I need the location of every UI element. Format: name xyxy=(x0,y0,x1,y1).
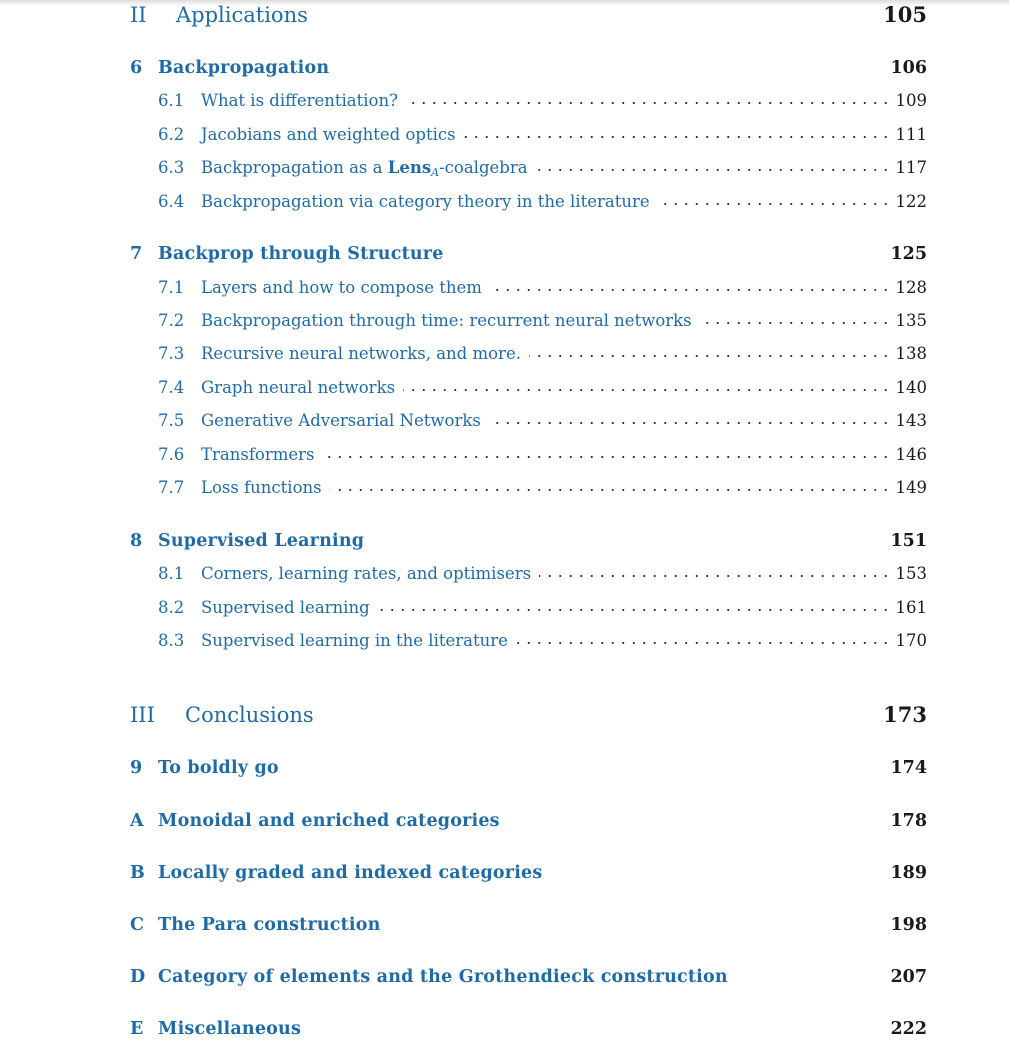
dot-leader xyxy=(700,316,891,330)
dot-leader xyxy=(406,96,891,110)
toc-section-7-3[interactable] xyxy=(0,340,1009,368)
section-number: 7.6 xyxy=(158,445,185,464)
section-number: 7.7 xyxy=(158,478,185,497)
section-title[interactable]: Supervised learning xyxy=(201,598,370,617)
section-number: 6.3 xyxy=(158,158,185,177)
section-title[interactable]: What is differentiation? xyxy=(201,91,398,110)
chapter-number: C xyxy=(130,915,145,935)
section-number: 8.1 xyxy=(158,564,185,583)
dot-leader xyxy=(490,283,891,297)
section-title[interactable]: Backpropagation through time: recurrent neural networks xyxy=(201,311,692,330)
toc-section-8-1[interactable] xyxy=(0,560,1009,588)
dot-leader xyxy=(464,130,891,144)
page-number: 153 xyxy=(895,564,927,583)
section-title-subscript: A xyxy=(431,166,440,179)
chapter-title[interactable]: Backpropagation xyxy=(158,58,330,78)
part-number: II xyxy=(130,3,147,27)
dot-leader xyxy=(323,450,891,464)
toc-section-7-2[interactable] xyxy=(0,307,1009,335)
chapter-number: 9 xyxy=(130,758,143,778)
section-title[interactable]: Supervised learning in the literature xyxy=(201,631,508,650)
chapter-title[interactable]: Miscellaneous xyxy=(158,1019,302,1039)
chapter-title[interactable]: Locally graded and indexed categories xyxy=(158,863,543,883)
chapter-title[interactable]: Supervised Learning xyxy=(158,531,365,551)
page-number: 117 xyxy=(895,158,927,177)
part-title[interactable]: Applications xyxy=(176,3,308,27)
section-title-prefix: Backpropagation as a xyxy=(201,158,388,177)
section-title[interactable] xyxy=(201,154,528,187)
part-number: III xyxy=(130,703,155,727)
toc-section-7-6[interactable] xyxy=(0,441,1009,469)
toc-section-7-5[interactable] xyxy=(0,407,1009,435)
toc-appendix-b[interactable] xyxy=(0,859,1009,887)
dot-leader xyxy=(378,603,891,617)
chapter-title[interactable]: The Para construction xyxy=(158,915,381,935)
page-number: 161 xyxy=(895,598,927,617)
dot-leader xyxy=(489,416,891,430)
chapter-title[interactable]: Monoidal and enriched categories xyxy=(158,811,500,831)
toc-appendix-d[interactable] xyxy=(0,963,1009,991)
chapter-title[interactable]: Backprop through Structure xyxy=(158,244,444,264)
page-number: 207 xyxy=(890,967,927,987)
section-number: 8.2 xyxy=(158,598,185,617)
page-number: 122 xyxy=(895,192,927,211)
toc-section-6-3[interactable] xyxy=(0,154,1009,182)
page-number: 135 xyxy=(895,311,927,330)
toc-chapter-8[interactable] xyxy=(0,527,1009,555)
section-title[interactable]: Jacobians and weighted optics xyxy=(201,125,456,144)
page-number: 143 xyxy=(895,411,927,430)
toc-section-6-4[interactable] xyxy=(0,188,1009,216)
page-number: 170 xyxy=(895,631,927,650)
toc-appendix-c[interactable] xyxy=(0,911,1009,939)
section-title-lens: Lens xyxy=(387,158,432,177)
page-number: 105 xyxy=(883,2,927,27)
dot-leader xyxy=(529,349,891,363)
page-number: 128 xyxy=(895,278,927,297)
chapter-number: D xyxy=(130,967,146,987)
section-title[interactable]: Transformers xyxy=(201,445,315,464)
page-number: 146 xyxy=(895,445,927,464)
page-number: 173 xyxy=(883,702,927,727)
page-number: 178 xyxy=(890,811,927,831)
section-number: 7.4 xyxy=(158,378,185,397)
chapter-title[interactable]: Category of elements and the Grothendieck construction xyxy=(158,967,728,987)
section-title[interactable]: Generative Adversarial Networks xyxy=(201,411,481,430)
page-number: 125 xyxy=(890,244,927,264)
section-title[interactable]: Recursive neural networks, and more. xyxy=(201,344,521,363)
section-number: 7.2 xyxy=(158,311,185,330)
section-number: 7.3 xyxy=(158,344,185,363)
dot-leader xyxy=(403,383,891,397)
toc-chapter-9[interactable] xyxy=(0,754,1009,782)
part-title[interactable]: Conclusions xyxy=(185,703,314,727)
page-number: 151 xyxy=(890,531,927,551)
section-number: 6.2 xyxy=(158,125,185,144)
chapter-number: 7 xyxy=(130,244,143,264)
chapter-number: E xyxy=(130,1019,144,1039)
page-number: 138 xyxy=(895,344,927,363)
section-title[interactable]: Loss functions xyxy=(201,478,322,497)
dot-leader xyxy=(658,197,891,211)
page-number: 109 xyxy=(895,91,927,110)
page-number: 198 xyxy=(890,915,927,935)
section-title-suffix: -coalgebra xyxy=(439,158,528,177)
toc-appendix-e[interactable] xyxy=(0,1015,1009,1043)
section-number: 6.4 xyxy=(158,192,185,211)
toc-section-6-2[interactable] xyxy=(0,121,1009,149)
section-title[interactable]: Graph neural networks xyxy=(201,378,396,397)
chapter-number: A xyxy=(130,811,144,831)
section-number: 7.5 xyxy=(158,411,185,430)
toc-section-8-3[interactable] xyxy=(0,627,1009,655)
toc-section-7-4[interactable] xyxy=(0,374,1009,402)
page-number: 149 xyxy=(895,478,927,497)
section-title[interactable]: Layers and how to compose them xyxy=(201,278,482,297)
page-number: 189 xyxy=(890,863,927,883)
chapter-number: 6 xyxy=(130,58,143,78)
dot-leader xyxy=(516,636,891,650)
section-number: 6.1 xyxy=(158,91,185,110)
page-number: 111 xyxy=(895,125,927,144)
toc-section-7-1[interactable] xyxy=(0,274,1009,302)
toc-part-ii[interactable] xyxy=(0,1,1009,29)
section-title[interactable]: Backpropagation via category theory in the literature xyxy=(201,192,650,211)
page-number: 106 xyxy=(890,58,927,78)
page-number: 222 xyxy=(890,1019,927,1039)
chapter-number: B xyxy=(130,863,145,883)
dot-leader xyxy=(330,483,891,497)
section-number: 8.3 xyxy=(158,631,185,650)
dot-leader xyxy=(536,163,891,177)
chapter-number: 8 xyxy=(130,531,143,551)
toc-part-iii[interactable] xyxy=(0,701,1009,729)
dot-leader xyxy=(539,569,891,583)
toc-section-7-7[interactable] xyxy=(0,474,1009,502)
page-number: 140 xyxy=(895,378,927,397)
section-number: 7.1 xyxy=(158,278,185,297)
toc-section-8-2[interactable] xyxy=(0,594,1009,622)
chapter-title[interactable]: To boldly go xyxy=(158,758,279,778)
toc-chapter-6[interactable] xyxy=(0,54,1009,82)
toc-chapter-7[interactable] xyxy=(0,240,1009,268)
page-number: 174 xyxy=(890,758,927,778)
section-title[interactable]: Corners, learning rates, and optimisers xyxy=(201,564,532,583)
toc-appendix-a[interactable] xyxy=(0,807,1009,835)
toc-section-6-1[interactable] xyxy=(0,87,1009,115)
